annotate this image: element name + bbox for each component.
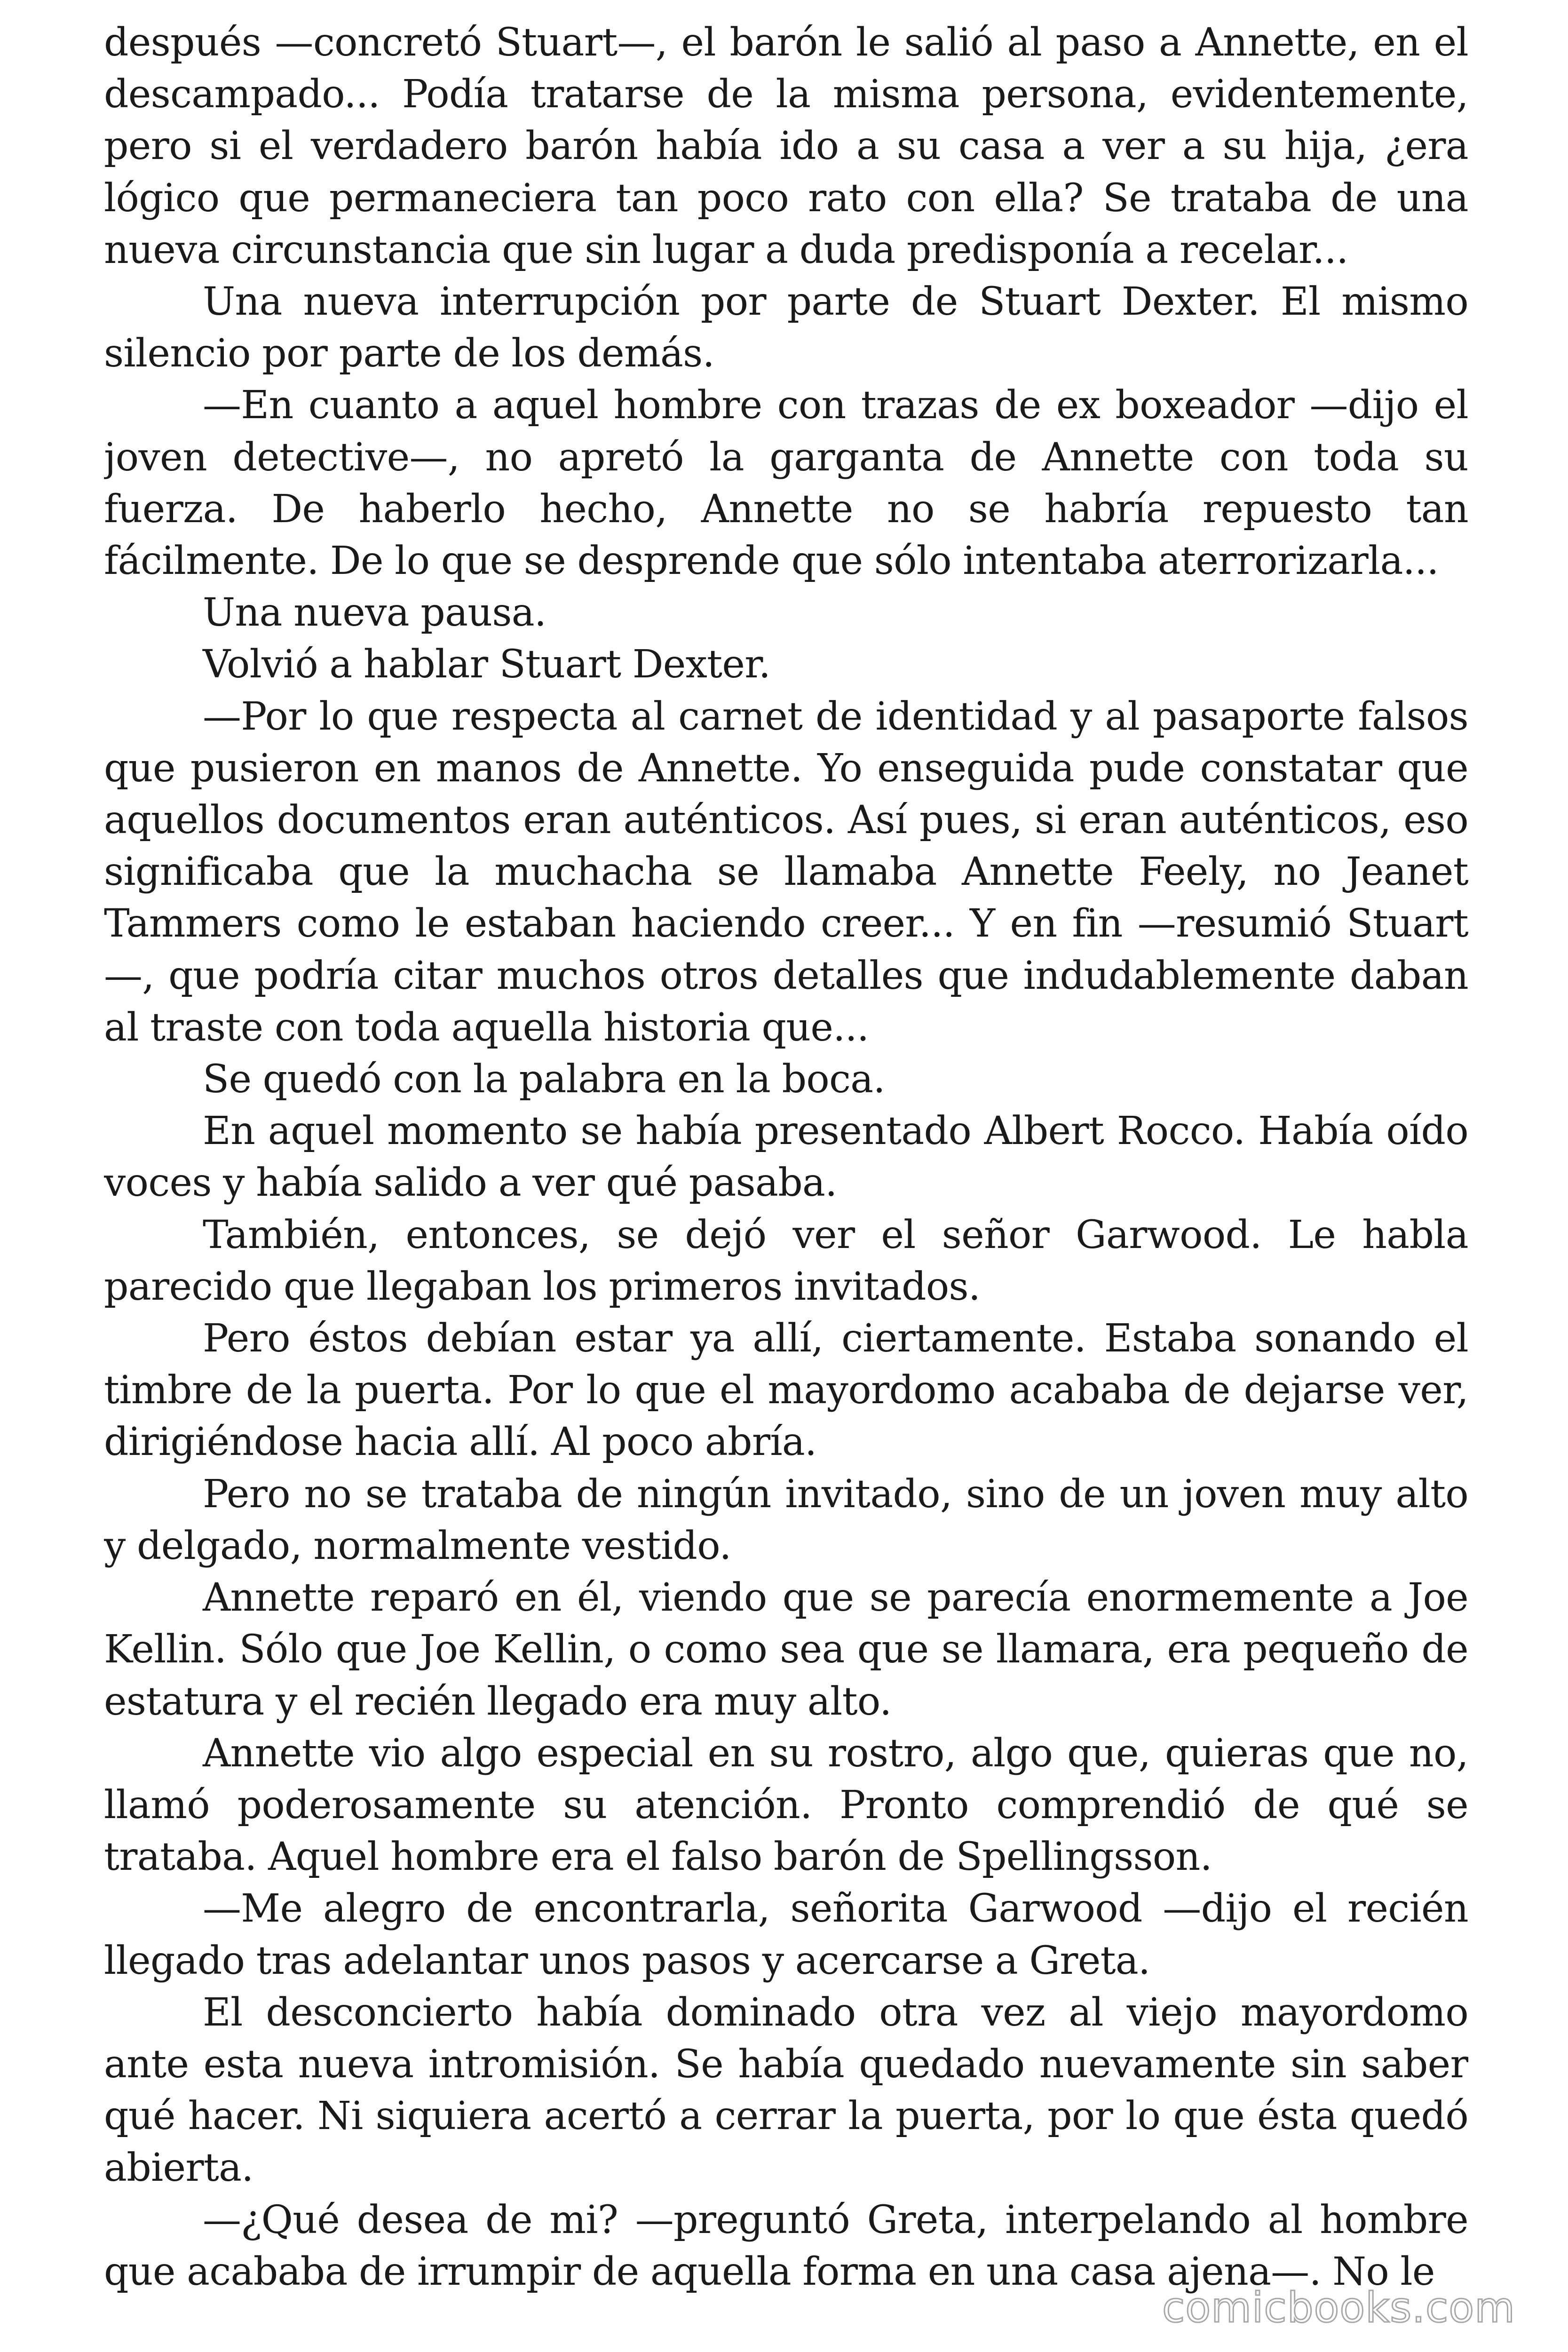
paragraph-14: —Me alegro de encontrarla, señorita Garwood —dijo el recién llegado tras adelantar unos pasos y acercarse a Greta. — [104, 1886, 1468, 1983]
paragraph-3: —En cuanto a aquel hombre con trazas de ex boxeador —dijo el joven detective—, no apretó la garganta de Annette con toda su fuerza. De haberlo hecho, Annette no se habría repuesto tan fácilmente. De lo que se desprende que sólo intentaba aterrorizarla... — [104, 383, 1468, 584]
paragraph-8: En aquel momento se había presentado Albert Rocco. Había oído voces y había salido a ver qué pasaba. — [104, 1109, 1468, 1206]
paragraph-7: Se quedó con la palabra en la boca. — [203, 1057, 885, 1102]
paragraph-13: Annette vio algo especial en su rostro, algo que, quieras que no, llamó poderosamente su atención. Pronto comprendió de qué se trataba. Aquel hombre era el falso barón de Spellingsson. — [104, 1731, 1468, 1880]
paragraph-9: También, entonces, se dejó ver el señor Garwood. Le habla parecido que llegaban los primeros invitados. — [104, 1212, 1468, 1309]
paragraph-12: Annette reparó en él, viendo que se parecía enormemente a Joe Kellin. Sólo que Joe Kellin, o como sea que se llamara, era pequeño de estatura y el recién llegado era muy alto. — [104, 1575, 1468, 1724]
paragraph-5: Volvió a hablar Stuart Dexter. — [203, 642, 771, 687]
paragraph-11: Pero no se trataba de ningún invitado, sino de un joven muy alto y delgado, normalmente vestido. — [104, 1471, 1468, 1568]
paragraph-15: El desconcierto había dominado otra vez al viejo mayordomo ante esta nueva intromisión. Se había quedado nuevamente sin saber qué hacer. Ni siquiera acertó a cerrar la puerta, por lo que ésta quedó abierta. — [104, 1990, 1468, 2191]
paragraph-1: después —concretó Stuart—, el barón le salió al paso a Annette, en el descampado... Podía tratarse de la misma persona, evidentemente, pero si el verdadero barón había ido a su casa a ver a su hija, ¿era lógico que permaneciera tan poco rato con ella? Se trataba de una nueva circunstancia que sin lugar a duda predisponía a recelar... — [104, 20, 1468, 272]
paragraph-4: Una nueva pausa. — [203, 590, 546, 636]
paragraph-16: —¿Qué desea de mi? —preguntó Greta, interpelando al hombre que acababa de irrumpir de aquella forma en una casa ajena—. No le — [104, 2197, 1468, 2294]
book-page — [104, 17, 1468, 2336]
paragraph-6: —Por lo que respecta al carnet de identidad y al pasaporte falsos que pusieron en manos de Annette. Yo enseguida pude constatar que aquellos documentos eran auténticos. Así pues, si eran auténticos, eso significaba que la muchacha se llamaba Annette Feely, no Jeanet Tammers como le estaban haciendo creer... Y en fin —resumió Stuart —, que podría citar muchos otros detalles que indudablemente daban al traste con toda aquella historia que... — [104, 694, 1468, 1050]
paragraph-10: Pero éstos debían estar ya allí, ciertamente. Estaba sonando el timbre de la puerta. Por lo que el mayordomo acababa de dejarse ver, dirigiéndose hacia allí. Al poco abría. — [104, 1316, 1468, 1465]
watermark: comicbooks.com — [1162, 2283, 1515, 2332]
paragraph-2: Una nueva interrupción por parte de Stuart Dexter. El mismo silencio por parte de los demás. — [104, 279, 1468, 376]
